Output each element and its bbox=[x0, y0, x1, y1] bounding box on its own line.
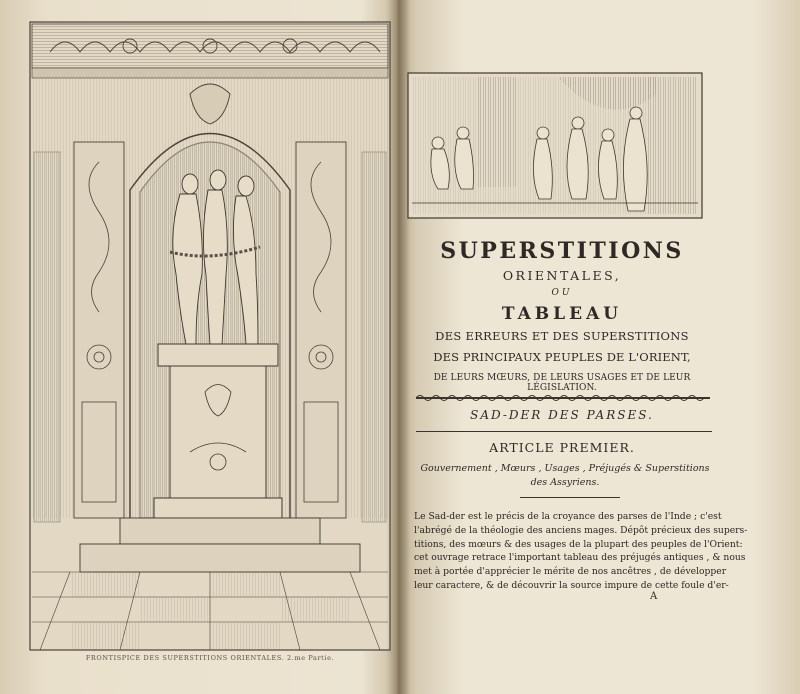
title-moeurs-usages: DE LEURS MŒURS, DE LEURS USAGES ET DE LEUR LÉGISLATION. bbox=[433, 373, 691, 393]
frontispiece-caption: FRONTISPICE DES SUPERSTITIONS ORIENTALES. 2.me Partie. bbox=[85, 654, 335, 662]
article-subtitle-line1: Gouvernement , Mœurs , Usages , Préjugés & Superstitions bbox=[420, 463, 710, 474]
article-subtitle bbox=[420, 462, 710, 490]
title-des-erreurs: DES ERREURS ET DES SUPERSTITIONS bbox=[435, 329, 689, 343]
title-tableau: TABLEAU bbox=[501, 304, 623, 324]
title-principaux-peuples: DES PRINCIPAUX PEUPLES DE L'ORIENT, bbox=[433, 350, 691, 364]
body-line: cet ouvrage retrace l'important tableau des préjugés antiques , & nous bbox=[414, 552, 746, 564]
article-heading: ARTICLE PREMIER. bbox=[489, 440, 635, 455]
body-text bbox=[414, 510, 748, 593]
section-title: SAD-DER DES PARSES. bbox=[470, 408, 654, 422]
book-gutter bbox=[386, 0, 410, 694]
frontispiece-engraving bbox=[30, 22, 390, 650]
article-rule bbox=[520, 497, 620, 498]
body-line: l'abrégé de la théologie des anciens mages. Dépôt précieux des supers- bbox=[414, 524, 748, 536]
ornamental-rule bbox=[416, 393, 710, 403]
section-rule bbox=[416, 431, 712, 432]
article-subtitle-line2: des Assyriens. bbox=[530, 477, 600, 488]
title-superstitions: SUPERSTITIONS bbox=[440, 238, 684, 264]
body-line: met à portée d'apprécier le mérite de nos ancêtres , de développer bbox=[414, 566, 727, 578]
body-line: Le Sad-der est le précis de la croyance des parses de l'Inde ; c'est bbox=[414, 511, 722, 522]
body-line: titions, des mœurs & des usages de la plupart des peuples de l'Orient: bbox=[414, 538, 743, 550]
title-vignette-engraving bbox=[408, 73, 702, 218]
title-ou: OU bbox=[551, 288, 573, 298]
body-line: leur caractere, & de découvrir la source impure de cette foule d'er- bbox=[414, 579, 729, 591]
signature-mark: A bbox=[650, 591, 658, 602]
title-orientales: ORIENTALES, bbox=[502, 268, 622, 283]
